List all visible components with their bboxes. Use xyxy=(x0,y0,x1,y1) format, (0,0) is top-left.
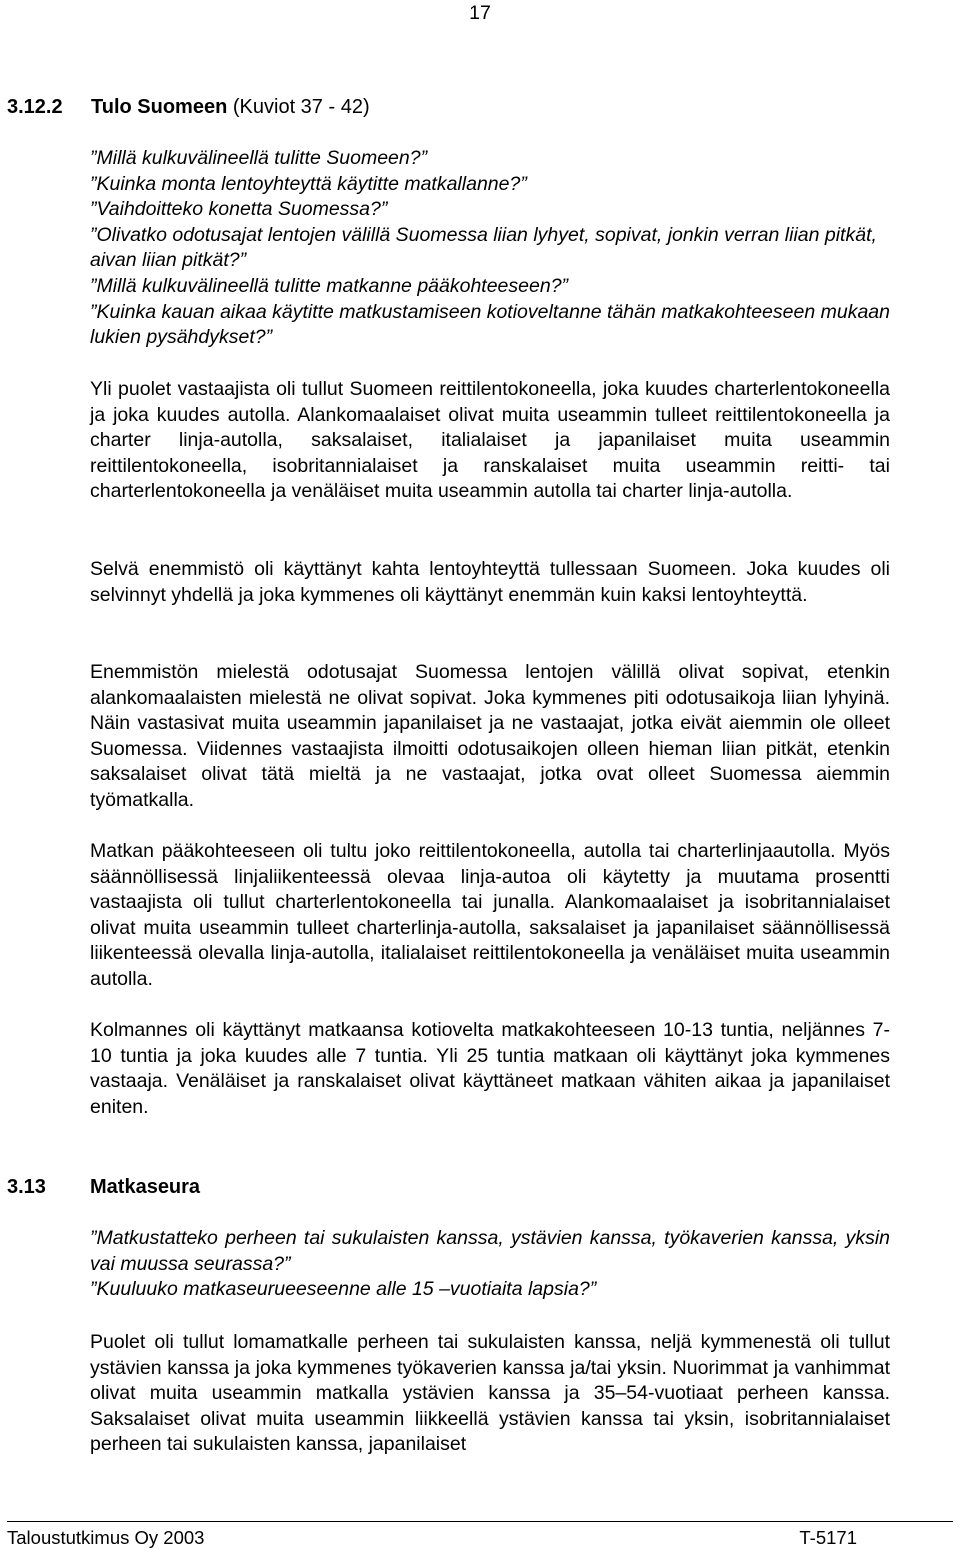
questions-block-2 xyxy=(90,1226,890,1303)
paragraph: Puolet oli tullut lomamatkalle perheen tai sukulaisten kanssa, neljä kymmenestä oli tullut ystävien kanssa ja joka kymmenes työkaverien kanssa ja/tai yksin. Nuorimmat ja vanhimmat olivat muita useammin matkalla ystävien kanssa ja 35–54-vuotiaat perheen kanssa. Saksalaiset olivat muita useammin liikkeellä ystävien kanssa tai yksin, isobritannialaiset perheen tai sukulaisten kanssa, japanilaiset xyxy=(90,1331,890,1456)
question: ”Kuuluuko matkaseurueeseenne alle 15 –vuotiaita lapsia?” xyxy=(90,1278,597,1301)
paragraph: Yli puolet vastaajista oli tullut Suomeen reittilentokoneella, joka kuudes charterlentokoneella ja joka kuudes autolla. Alankomaalaiset olivat muita useammin tulleet reittilentokoneella ja charter linja-autolla, saksalaiset, italialaiset ja japanilaiset muita useammin reittilentokoneella, isobritannialaiset ja ranskalaiset muita useammin reitti- tai charterlentokoneella ja venäläiset muita useammin autolla tai charter linja-autolla. xyxy=(90,378,890,503)
section-title: Tulo Suomeen xyxy=(91,96,228,118)
question: ”Millä kulkuvälineellä tulitte matkanne pääkohteeseen?” xyxy=(90,274,569,297)
section-number: 3.12.2 xyxy=(7,96,63,118)
paragraph: Kolmannes oli käyttänyt matkaansa kotiovelta matkakohteeseen 10-13 tuntia, neljännes 7-10 tuntia ja joka kuudes alle 7 tuntia. Yli 25 tuntia matkaan oli käyttänyt joka kymmenes vastaaja. Venäläiset ja ranskalaiset olivat käyttäneet matkaan vähiten aikaa ja japanilaiset eniten. xyxy=(90,1019,890,1118)
section-number: 3.13 xyxy=(7,1176,46,1198)
question: ”Vaihdoitteko konetta Suomessa?” xyxy=(90,198,388,221)
section-title: Matkaseura xyxy=(90,1176,201,1198)
section-heading-tulo-suomeen xyxy=(7,96,370,119)
question: ”Millä kulkuvälineellä tulitte Suomeen?” xyxy=(90,147,428,169)
footer-divider xyxy=(7,1521,953,1522)
question: ”Kuinka monta lentoyhteyttä käytitte matkallanne?” xyxy=(90,172,527,195)
question: ”Matkustatteko perheen tai sukulaisten kanssa, ystävien kanssa, työkaverien kanssa, yksin vai muussa seurassa?” xyxy=(90,1227,890,1275)
section-note: (Kuviot 37 - 42) xyxy=(232,96,370,118)
footer-company: Taloustutkimus Oy 2003 xyxy=(7,1527,205,1548)
question: ”Kuinka kauan aikaa käytitte matkustamiseen kotioveltanne tähän matkakohteeseen mukaan lukien pysähdykset?” xyxy=(90,300,890,349)
paragraph: Enemmistön mielestä odotusajat Suomessa lentojen välillä olivat sopivat, etenkin alankomaalaisten mielestä ne olivat sopivat. Joka kymmenes piti odotusaikoja liian lyhyinä. Näin vastasivat muita useammin japanilaiset ja ne vastaajat, jotka eivät aiemmin ole olleet Suomessa. Viidennes vastaajista ilmoitti odotusaikojen olleen hieman liian pitkät, etenkin saksalaiset olivat tätä mieltä ja ne vastaajat, jotka ovat olleet Suomessa aiemmin työmatkalla. xyxy=(90,661,890,811)
page-number: 17 xyxy=(469,2,491,24)
question: ”Olivatko odotusajat lentojen välillä Suomessa liian lyhyet, sopivat, jonkin verran liian pitkät, aivan liian pitkät?” xyxy=(90,223,877,272)
section-heading-matkaseura xyxy=(7,1176,200,1199)
footer-report-id: T-5171 xyxy=(799,1527,857,1548)
paragraph: Matkan pääkohteeseen oli tultu joko reittilentokoneella, autolla tai charterlinjaautolla. Myös säännöllisessä linjaliikenteessä olevaa linja-autoa oli käytetty ja muutama prosentti vastaajista oli tullut charterlentokoneella tai junalla. Alankomaalaiset ja isobritannialaiset olivat muita useammin tulleet charterlinja-autolla, saksalaiset ja japanilaiset säännöllisessä liikenteessä olevalla linja-autolla, italialaiset reittilentokoneella ja venäläiset muita useammin autolla. xyxy=(90,840,890,990)
questions-block-1 xyxy=(90,146,890,351)
paragraph: Selvä enemmistö oli käyttänyt kahta lentoyhteyttä tullessaan Suomeen. Joka kuudes oli selvinnyt yhdellä ja joka kymmenes oli käyttänyt enemmän kuin kaksi lentoyhteyttä. xyxy=(90,558,890,606)
